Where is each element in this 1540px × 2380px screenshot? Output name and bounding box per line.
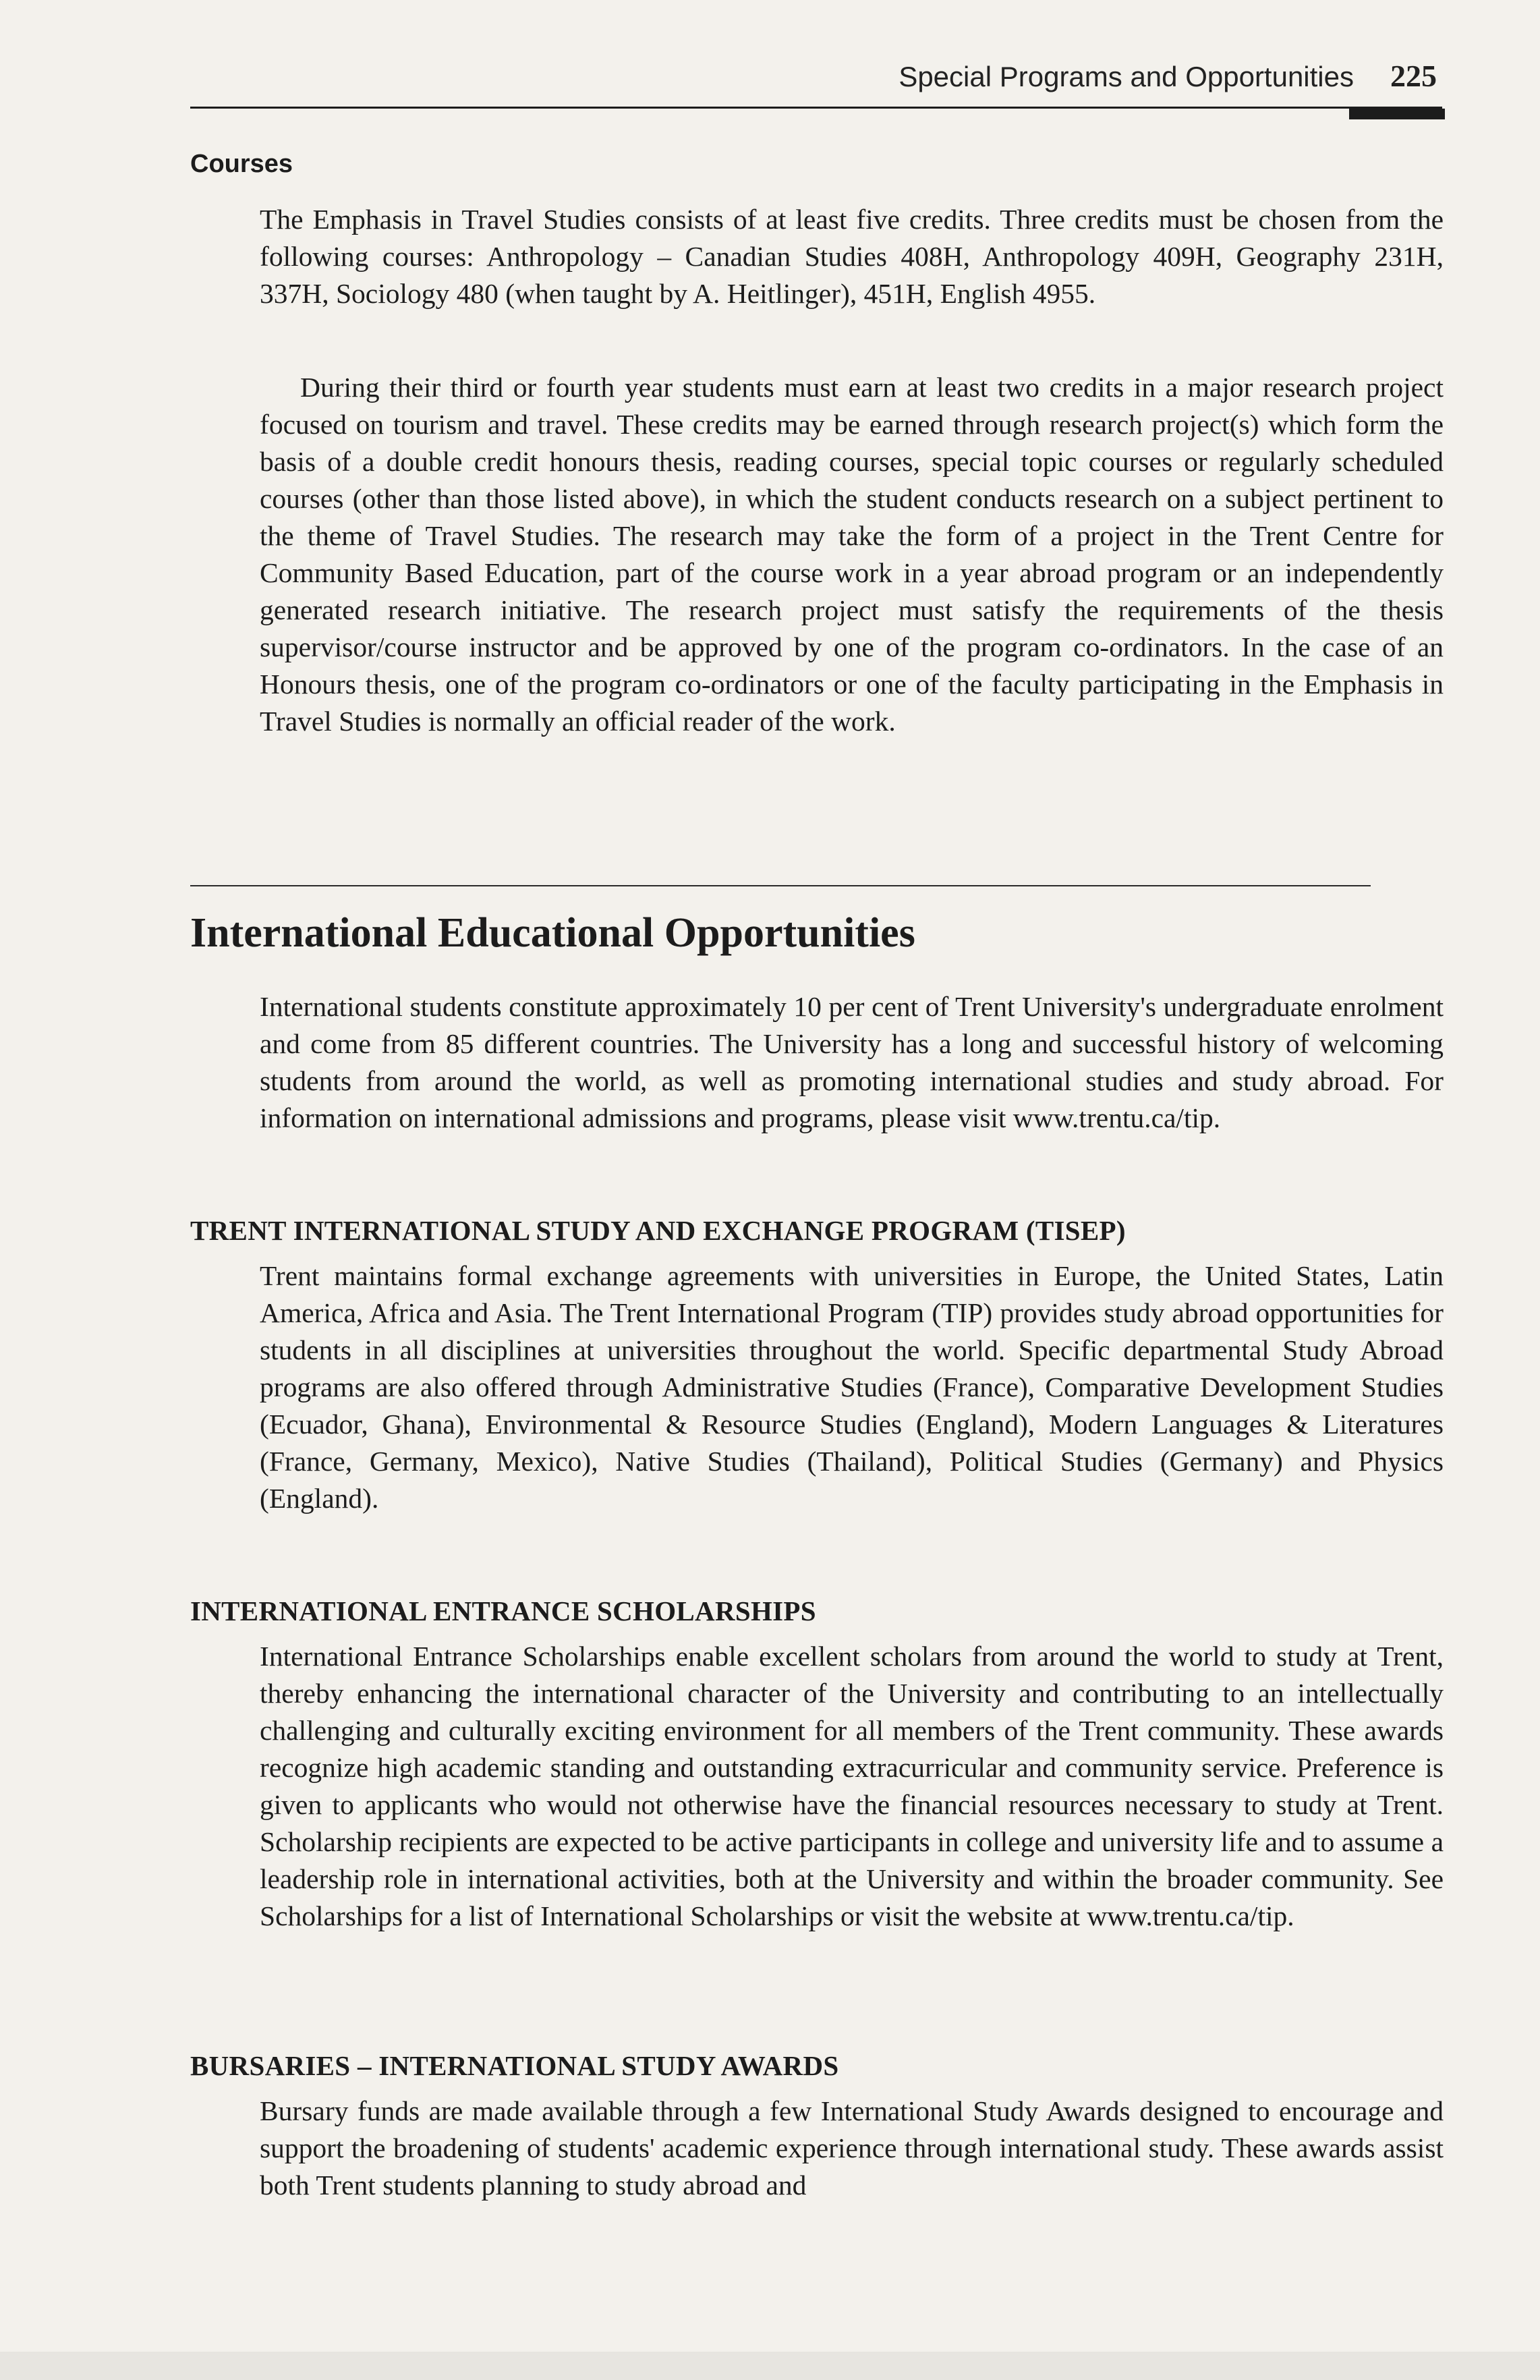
scan-bottom-edge [0,2352,1540,2380]
courses-paragraph-1: The Emphasis in Travel Studies consists of at least five credits. Three credits must be chosen from the following courses: Anthropology – Canadian Studies 408H, Anthropology 409H, Geography 231H, 337H, Sociology 480 (when taught by A. Heitlinger), 451H, English 4955. [260,204,1444,309]
running-head-section: Special Programs and Opportunities [899,61,1354,92]
header-tab-mark [1349,109,1445,119]
bursaries-heading: BURSARIES – INTERNATIONAL STUDY AWARDS [190,2050,839,2081]
international-intro-paragraph: International students constitute approximately 10 per cent of Trent University's undergraduate enrolment and come from 85 different countries. The University has a long and successful history of welcoming students from around the world, as well as promoting international studies and study abroad. For information on international admissions and programs, please visit www.trentu.ca/tip. [260,991,1444,1133]
header-rule [190,107,1442,109]
courses-paragraph-2: During their third or fourth year students must earn at least two credits in a major research project focused on tourism and travel. These credits may be earned through research project(s) which form the basis of a double credit honours thesis, reading courses, special topic courses or regularly scheduled courses (other than those listed above), in which the student conducts research on a subject pertinent to the theme of Travel Studies. The research may take the form of a project in the Trent Centre for Community Based Education, part of the course work in a year abroad program or an independently generated research initiative. The research project must satisfy the requirements of the thesis supervisor/course instructor and be approved by one of the program co-ordinators. In the case of an Honours thesis, one of the program co-ordinators or one of the faculty participating in the Emphasis in Travel Studies is normally an official reader of the work. [260,372,1444,737]
section-divider [190,885,1371,886]
page-number: 225 [1390,59,1437,93]
scholarships-heading: INTERNATIONAL ENTRANCE SCHOLARSHIPS [190,1595,816,1626]
bursaries-paragraph: Bursary funds are made available through a few International Study Awards designed to encourage and support the broadening of students' academic experience through international study. These awards assist both Trent students planning to study abroad and [260,2095,1444,2201]
running-head [0,58,1437,94]
scholarships-paragraph: International Entrance Scholarships enable excellent scholars from around the world to study at Trent, thereby enhancing the international character of the University and contributing to an intellectually challenging and culturally exciting environment for all members of the Trent community. These awards recognize high academic standing and outstanding extracurricular and community service. Preference is given to applicants who would not otherwise have the financial resources necessary to study at Trent. Scholarship recipients are expected to be active participants in college and university life and to assume a leadership role in international activities, both at the University and within the broader community. See Scholarships for a list of International Scholarships or visit the website at www.trentu.ca/tip. [260,1641,1444,1931]
international-opportunities-heading: International Educational Opportunities [190,910,915,956]
tisep-paragraph: Trent maintains formal exchange agreements with universities in Europe, the United States, Latin America, Africa and Asia. The Trent International Program (TIP) provides study abroad opportunities for students in all disciplines at universities throughout the world. Specific departmental Study Abroad programs are also offered through Administrative Studies (France), Comparative Development Studies (Ecuador, Ghana), Environmental & Resource Studies (England), Modern Languages & Literatures (France, Germany, Mexico), Native Studies (Thailand), Political Studies (Germany) and Physics (England). [260,1260,1444,1514]
courses-heading: Courses [190,150,293,178]
tisep-heading: TRENT INTERNATIONAL STUDY AND EXCHANGE PROGRAM (TISEP) [190,1215,1126,1246]
